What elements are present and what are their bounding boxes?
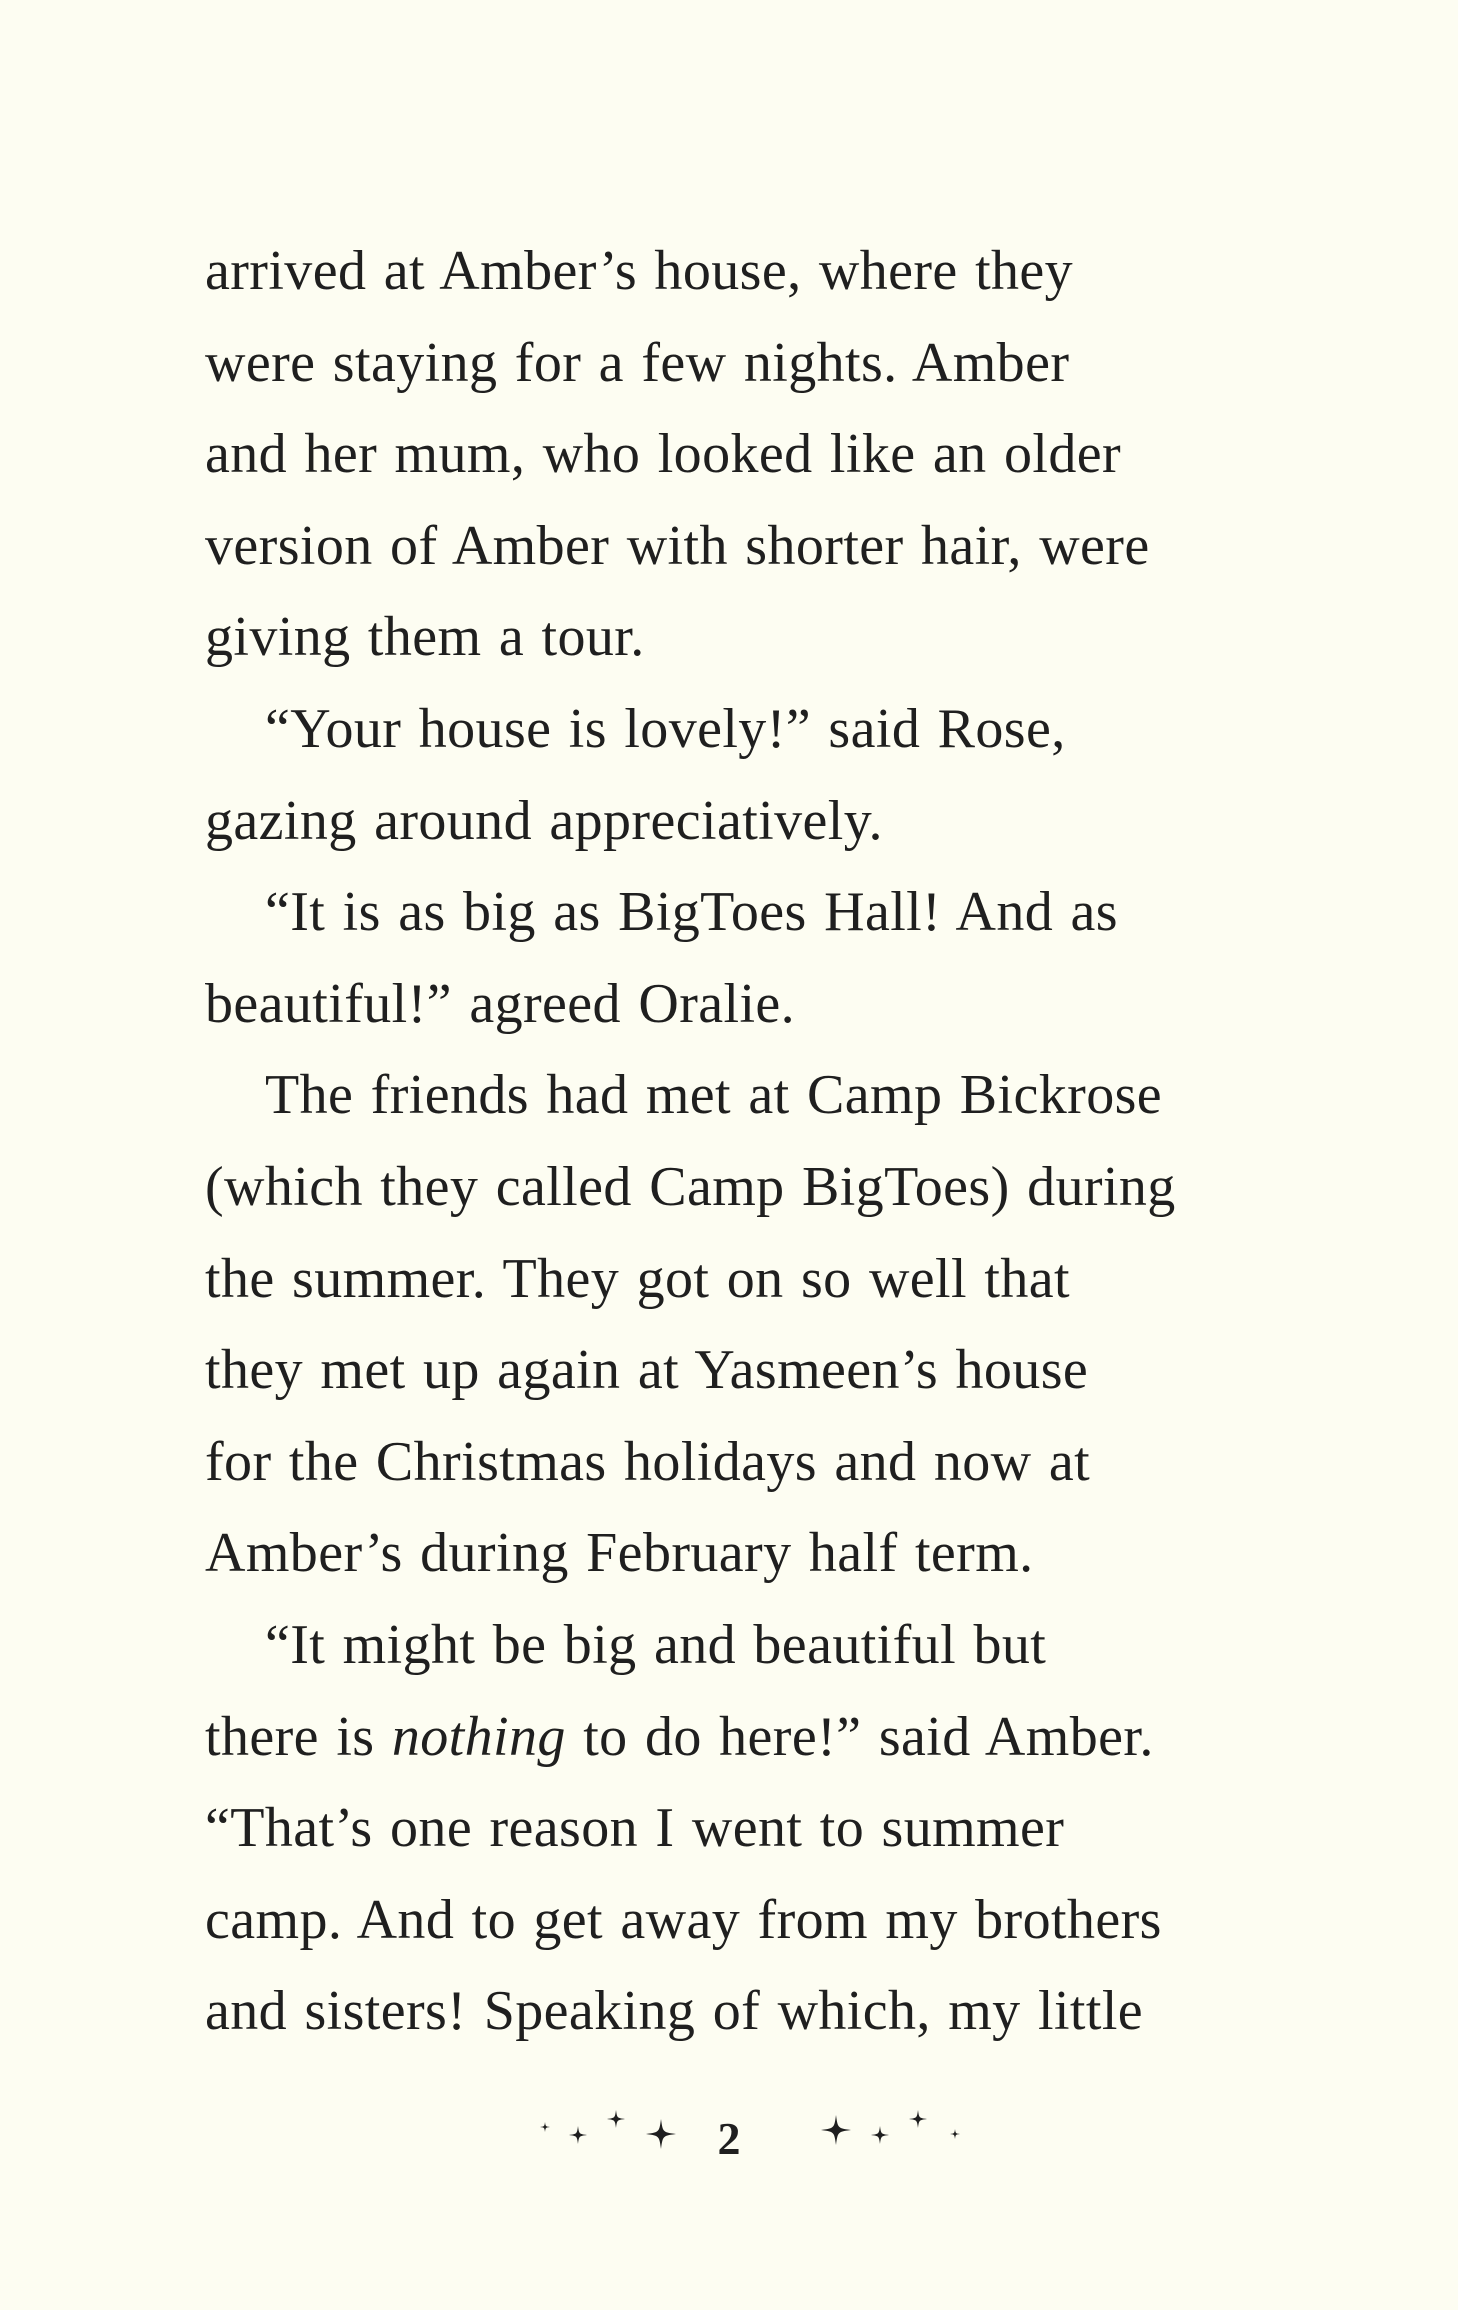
- text-line-content: for the Christmas holidays and now at: [205, 1430, 1091, 1493]
- text-line-content: they met up again at Yasmeen’s house: [205, 1339, 1089, 1402]
- text-line-content: to do here!” said Amber.: [565, 1705, 1154, 1768]
- text-line: [205, 959, 1335, 1051]
- text-line-content: Amber’s during February half term.: [205, 1522, 1034, 1585]
- text-line: [205, 1875, 1335, 1967]
- text-line: [205, 1508, 1335, 1600]
- text-line: [205, 226, 1335, 318]
- text-line-content: “That’s one reason I went to summer: [205, 1797, 1065, 1860]
- text-line-content: and sisters! Speaking of which, my little: [205, 1980, 1144, 2043]
- text-line-content: The friends had met at Camp Bickrose: [265, 1064, 1163, 1127]
- text-line: [205, 318, 1335, 410]
- text-line-content: were staying for a few nights. Amber: [205, 331, 1070, 394]
- text-line-content: and her mum, who looked like an older: [205, 423, 1122, 486]
- text-line-content: beautiful!” agreed Oralie.: [205, 972, 796, 1035]
- text-line: [205, 1783, 1335, 1875]
- text-line: [205, 776, 1335, 868]
- text-line: [205, 1692, 1335, 1784]
- text-line: [205, 867, 1335, 959]
- text-line-content: arrived at Amber’s house, where they: [205, 240, 1074, 302]
- text-line-content: “Your house is lovely!” said Rose,: [265, 697, 1066, 760]
- text-line-content: the summer. They got on so well that: [205, 1247, 1070, 1310]
- emphasized-word: nothing: [391, 1705, 566, 1768]
- text-line: [205, 1325, 1335, 1417]
- text-line: [205, 409, 1335, 501]
- text-line-content: there is: [205, 1705, 392, 1768]
- text-line: [205, 592, 1335, 684]
- text-line-content: (which they called Camp BigToes) during: [205, 1155, 1176, 1218]
- page-number: 2: [717, 2113, 741, 2164]
- text-line-content: version of Amber with shorter hair, were: [205, 514, 1150, 577]
- text-line: [205, 1417, 1335, 1509]
- text-line: [205, 684, 1335, 776]
- text-line: [205, 1966, 1335, 2058]
- text-line-content: camp. And to get away from my brothers: [205, 1888, 1162, 1951]
- text-line: [205, 1600, 1335, 1692]
- body-text: [205, 226, 1335, 2058]
- text-line: [205, 501, 1335, 593]
- text-line-content: “It is as big as BigToes Hall! And as: [265, 881, 1118, 944]
- text-line: [205, 1234, 1335, 1326]
- text-line: [205, 1142, 1335, 1234]
- text-line: [205, 1050, 1335, 1142]
- text-line-content: “It might be big and beautiful but: [265, 1613, 1047, 1676]
- text-line-content: giving them a tour.: [205, 606, 645, 669]
- text-line-content: gazing around appreciatively.: [205, 789, 883, 852]
